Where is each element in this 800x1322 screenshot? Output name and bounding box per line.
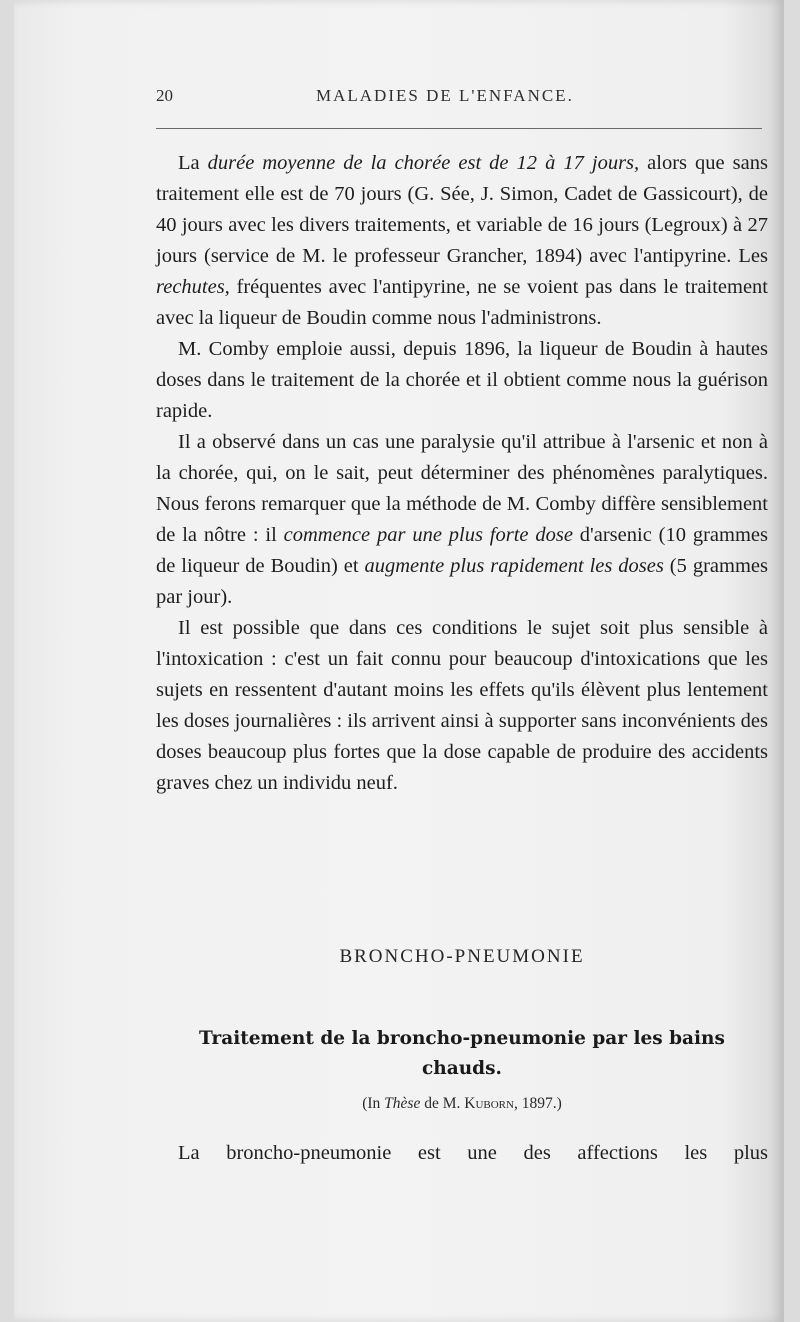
italic-text: commence par une plus forte dose	[283, 524, 573, 546]
paragraph	[156, 148, 768, 334]
paragraph	[156, 334, 768, 427]
text-run: Il est possible que dans ces conditions le sujet soit plus sensible à l'intoxication : c'est un fait connu pour beaucoup d'intoxications que les sujets en ressentent d'autant moins les effets qu'ils élèvent plus lentement les doses journalières : ils arrivent ainsi à supporter sans inconvénients des doses beaucoup plus fortes que la dose capable de produire des accidents graves chez un individu neuf.	[156, 617, 769, 794]
source-italic: Thèse	[384, 1095, 421, 1112]
text-run: alors que sans traitement elle est de 70 jours (G. Sée, J. Simon, Cadet de Gassicourt), de 40 jours avec les divers traitements, et variable de 16 jours (Legroux) à 27 jours (service de M. le professeur Grancher, 1894) avec l'antipyrine. Les	[156, 152, 768, 267]
text-run: M. Comby emploie aussi, depuis 1896, la liqueur de Boudin à hautes doses dans le traitement de la chorée et il obtient comme nous la guérison rapide.	[156, 338, 768, 422]
source-middle: de M.	[420, 1095, 465, 1112]
source-author: Kuborn	[464, 1095, 514, 1112]
subheading: Traitement de la broncho-pneumonie par les bains chauds.	[199, 1028, 725, 1079]
text-run: fréquentes avec l'antipyrine, ne se voient pas dans le traitement avec la liqueur de Boudin comme nous l'administrons.	[156, 276, 768, 329]
paragraph	[156, 427, 768, 613]
last-line: La broncho-pneumonie est une des affections les plus	[178, 1142, 768, 1164]
source-citation	[156, 1095, 768, 1113]
source-prefix: (In	[362, 1095, 385, 1112]
page-number: 20	[156, 86, 173, 105]
italic-text: rechutes,	[156, 276, 230, 298]
source-suffix: , 1897.)	[513, 1095, 562, 1112]
italic-text: augmente plus rapidement les doses	[364, 555, 664, 577]
text-run: Il a observé dans un cas une paralysie qu'il attribue à l'arsenic et non à la chorée, qui, on le sait, peut déterminer des phénomènes paralytiques. Nous ferons remarquer que la méthode de M. Comby diffère sensiblement de la nôtre : il	[156, 431, 768, 546]
italic-text: durée moyenne de la chorée est de 12 à 17 jours,	[207, 152, 640, 174]
running-header	[156, 86, 766, 110]
text-run: (5 grammes par jour).	[156, 555, 768, 608]
section-title: BRONCHO-PNEUMONIE	[339, 946, 585, 967]
running-title: MALADIES DE L'ENFANCE.	[316, 86, 574, 105]
text-run: La	[178, 152, 208, 174]
book-page	[14, 0, 784, 1322]
header-rule	[156, 128, 762, 129]
body-text	[156, 148, 768, 799]
text-run: d'arsenic (10 grammes de liqueur de Boudin) et	[156, 524, 768, 577]
paragraph	[156, 613, 768, 799]
